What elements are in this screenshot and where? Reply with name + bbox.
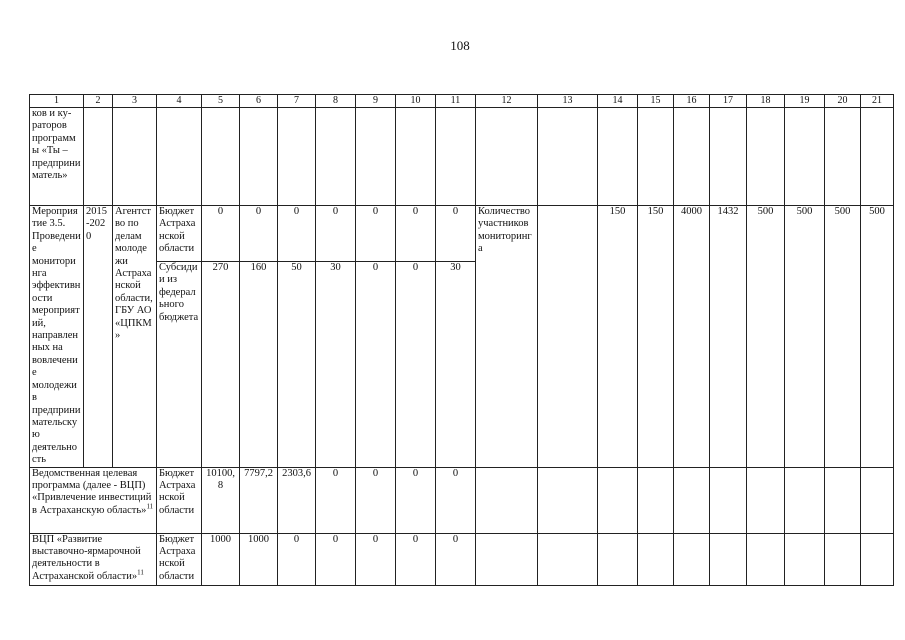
column-header: 3	[113, 95, 157, 108]
column-header: 18	[747, 95, 785, 108]
value-cell: 0	[396, 206, 436, 262]
table-row	[30, 467, 894, 533]
value-cell: 0	[202, 206, 240, 262]
value-cell: 0	[316, 206, 356, 262]
program-name: Ведомственная целевая программа (далее - ВЦП) «Привлечение инвестиций в Астраханскую область»	[32, 467, 152, 516]
funding-source-cell: Бюджет Астраханской области	[157, 206, 202, 262]
column-header: 2	[84, 95, 113, 108]
funding-source-cell: Бюджет Астраханской области	[157, 533, 202, 585]
column-header: 17	[710, 95, 747, 108]
period-cell: 2015-2020	[84, 206, 113, 468]
value-cell: 1000	[240, 533, 278, 585]
target-cell: 150	[638, 206, 674, 468]
column-header: 14	[598, 95, 638, 108]
value-cell: 30	[436, 261, 476, 467]
continuation-name-cell: ков и ку-раторов программы «Ты – предприниматель»	[30, 108, 84, 206]
funding-source-cell: Субсидии из федерального бюджета	[157, 261, 202, 467]
column-header: 8	[316, 95, 356, 108]
funding-source-cell: Бюджет Астраханской области	[157, 467, 202, 533]
value-cell: 50	[278, 261, 316, 467]
program-name: ВЦП «Развитие выставочно-ярмарочной деятельности в Астраханской области»	[32, 533, 141, 582]
table-row	[30, 533, 894, 585]
value-cell: 0	[436, 533, 476, 585]
footnote-mark: 11	[146, 502, 154, 511]
column-header: 15	[638, 95, 674, 108]
value-cell: 0	[396, 261, 436, 467]
column-header: 19	[785, 95, 825, 108]
header-row	[30, 95, 894, 108]
value-cell: 160	[240, 261, 278, 467]
value-cell: 7797,2	[240, 467, 278, 533]
value-cell: 270	[202, 261, 240, 467]
column-header: 9	[356, 95, 396, 108]
value-cell: 0	[316, 467, 356, 533]
value-cell: 0	[316, 533, 356, 585]
target-cell: 500	[861, 206, 894, 468]
executor-cell: Агентство по делам молодежи Астраханской области, ГБУ АО «ЦПКМ»	[113, 206, 157, 468]
target-cell: 500	[747, 206, 785, 468]
column-header: 5	[202, 95, 240, 108]
column-header: 21	[861, 95, 894, 108]
value-cell: 0	[278, 206, 316, 262]
value-cell: 0	[356, 467, 396, 533]
value-cell: 0	[356, 533, 396, 585]
target-cell: 500	[785, 206, 825, 468]
program-table	[29, 94, 894, 586]
column-header: 12	[476, 95, 538, 108]
target-cell: 4000	[674, 206, 710, 468]
value-cell: 1000	[202, 533, 240, 585]
column-header: 6	[240, 95, 278, 108]
value-cell: 0	[436, 467, 476, 533]
footnote-mark: 11	[137, 568, 144, 577]
value-cell: 30	[316, 261, 356, 467]
column-header: 13	[538, 95, 598, 108]
measure-name-cell: Мероприятие 3.5. Проведение мониторинга эффективности мероприятий, направленных на вовлечение молодежи в предпринимательскую деятельность	[30, 206, 84, 468]
column-header: 16	[674, 95, 710, 108]
value-cell: 0	[278, 533, 316, 585]
value-cell: 0	[240, 206, 278, 262]
column-header: 20	[825, 95, 861, 108]
column-header: 4	[157, 95, 202, 108]
value-cell: 10100,8	[202, 467, 240, 533]
value-cell: 0	[356, 261, 396, 467]
target-cell: 1432	[710, 206, 747, 468]
value-cell: 2303,6	[278, 467, 316, 533]
target-cell: 500	[825, 206, 861, 468]
column-header: 11	[436, 95, 476, 108]
column-header: 10	[396, 95, 436, 108]
column-header: 7	[278, 95, 316, 108]
indicator-cell: Количество участников мониторинга	[476, 206, 538, 468]
column-header: 1	[30, 95, 84, 108]
value-cell: 0	[396, 533, 436, 585]
page-number: 108	[450, 38, 470, 53]
value-cell: 0	[436, 206, 476, 262]
value-cell: 0	[396, 467, 436, 533]
target-cell: 150	[598, 206, 638, 468]
table-row	[30, 206, 894, 262]
value-cell: 0	[356, 206, 396, 262]
program-name-cell	[30, 533, 157, 585]
table-row	[30, 108, 894, 206]
program-name-cell	[30, 467, 157, 533]
